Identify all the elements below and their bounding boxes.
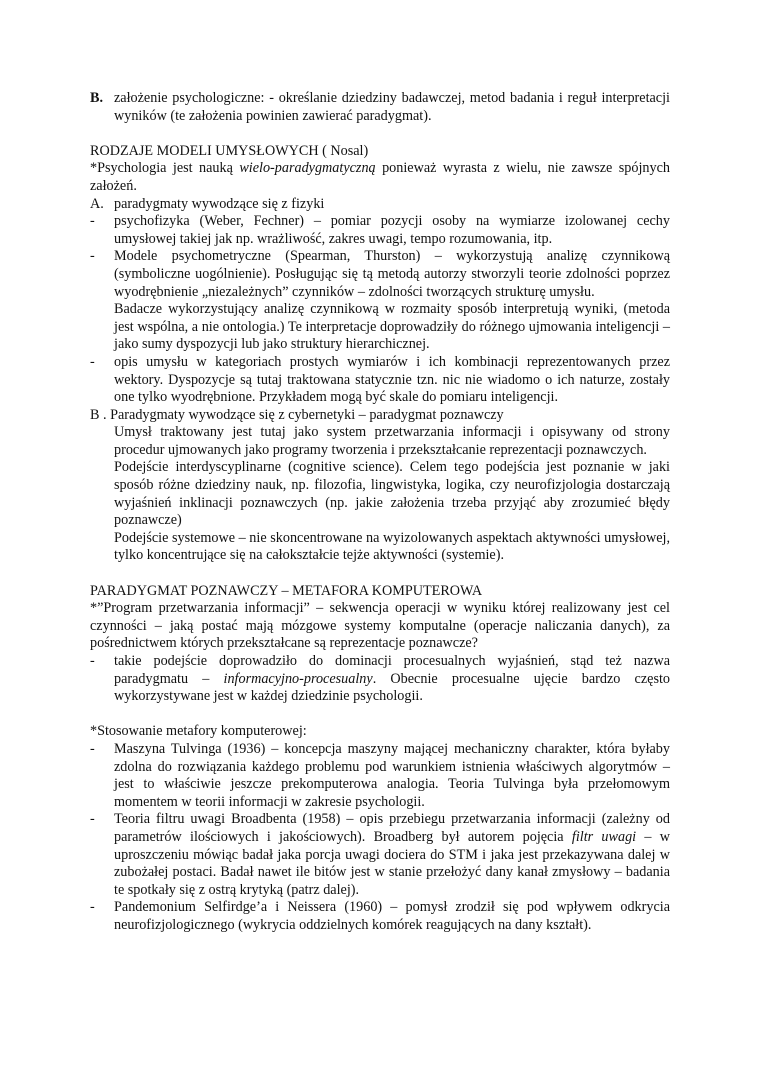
intro-text-start: *Psychologia jest nauką xyxy=(90,160,240,177)
list-item-text: opis umysłu w kategoriach prostych wymiarów i ich kombinacji reprezentowanych przez wektory. Dyspozycje są tutaj traktowana statycznie tzn. nic nie wiadomo o ich naturze, zostały one tylko wyodrębnione. Przykładem mogą być skale do pomiaru inteligencji. xyxy=(114,353,670,406)
list-item-text-start: takie podejście doprowadziło do dominacji procesualnych wyjaśnień, stąd też nazwa paradygmatu – xyxy=(114,653,670,687)
list-item-text: Pandemonium Selfirdge’a i Neissera (1960) – pomysł zrodził się pod wpływem odkrycia neurofizjologicznego (wykrycia oddzielnych komórek reagujących na dany kształt). xyxy=(114,899,670,933)
bullet-marker: - xyxy=(90,740,95,757)
list-item-continuation: Badacze wykorzystujący analizę czynnikową w rozmaity sposób interpretują wyniki, (metoda jest wspólna, a nie ontologia.) Te interpretacje doprowadziły do różnego ujmowania inteligencji – jako sumy dyspozycji lub jako struktury hierarchicznej. xyxy=(114,301,670,353)
list-item-text-end: – w uproszczeniu mówiąc badał jaka porcja uwagi dociera do STM i jaka jest przekazywana dalej w zubożałej postaci. Badał nawet ile bitów jest w stanie przełożyć dany kanał zmysłowy – badania te spotkały się z ostrą krytyką (patrz dalej). xyxy=(114,828,670,898)
list-item-text: Modele psychometryczne (Spearman, Thurston) – wykorzystują analizę czynnikową (symboliczne uogólnienie). Posługując się tą metodą autorzy stworzyli teorie zdolności poprzez wyodrębnienie „niezależnych” czynników – zdolności tworzących strukturę umysłu. xyxy=(114,248,670,300)
list-item-text-start: Teoria filtru uwagi Broadbenta (1958) – opis przebiegu przetwarzania informacji (zależny od parametrów ilościowych i jakościowych). Broadberg był autorem pojęcia xyxy=(114,811,670,845)
list-item-b: B . Paradygmaty wywodzące się z cybernetyki – paradygmat poznawczy xyxy=(90,406,504,423)
list-item xyxy=(90,811,670,899)
list-marker: A. xyxy=(90,195,104,212)
bullet-marker: - xyxy=(90,811,95,828)
list-item-a xyxy=(90,196,670,214)
list-item xyxy=(90,741,670,811)
models-intro xyxy=(90,160,670,195)
bullet-marker: - xyxy=(90,248,95,265)
section-marker: B. xyxy=(90,90,104,106)
list-item-text: psychofizyka (Weber, Fechner) – pomiar pozycji osoby na wymiarze izolowanej cechy umysłowej takiej jak np. wrażliwość, zakres uwagi, tempo rozumowania, itp. xyxy=(114,213,670,247)
intro-text-end: ponieważ wyrasta z wielu, nie zawsze spójnych założeń. xyxy=(90,160,670,194)
list-item xyxy=(90,213,670,248)
paradigm-heading: PARADYGMAT POZNAWCZY – METAFORA KOMPUTEROWA xyxy=(90,582,483,599)
filter-term-emphasis: filtr uwagi xyxy=(571,828,637,845)
bullet-marker: - xyxy=(90,899,95,916)
paradigm-intro: *”Program przetwarzania informacji” – sekwencja operacji w wyniku której realizowany jest cel czynności – jaką postać mają mózgowe systemy komputalne (operacje naliczania danych), za pośrednictwem których przekształcane są reprezentacje poznawcze? xyxy=(90,600,670,652)
section-b-text: założenie psychologiczne: - określanie dziedziny badawczej, metod badania i reguł interpretacji wyników (te założenia powinien zawierać paradygmat). xyxy=(114,90,670,124)
list-item xyxy=(90,248,670,301)
paradigm-name-emphasis: informacyjno-procesualny xyxy=(223,670,373,687)
bullet-marker: - xyxy=(90,653,95,669)
intro-emphasis: wielo-paradygmatyczną xyxy=(239,160,376,177)
indented-paragraph: Umysł traktowany jest tutaj jako system przetwarzania informacji i opisywany od strony procedur ujmowanych jako programy tworzenia i przekształcanie reprezentacji poznawczych. xyxy=(114,424,670,458)
page-content xyxy=(90,90,670,935)
list-item xyxy=(90,899,670,934)
list-item xyxy=(90,653,670,706)
bullet-marker: - xyxy=(90,353,95,370)
list-item-text: paradygmaty wywodzące się z fizyki xyxy=(114,195,325,212)
bullet-marker: - xyxy=(90,213,95,230)
list-item-text-end: . Obecnie procesualne ujęcie bardzo często wykorzystywane jest w każdej dziedzinie psychologii. xyxy=(114,670,671,705)
list-item xyxy=(90,354,670,407)
metaphor-heading: *Stosowanie metafory komputerowej: xyxy=(90,723,307,740)
models-heading: RODZAJE MODELI UMYSŁOWYCH ( Nosal) xyxy=(90,142,369,159)
section-b-assumption xyxy=(90,90,670,125)
list-item-text: Maszyna Tulvinga (1936) – koncepcja maszyny mającej mechaniczny charakter, która byłaby zdolna do rozwiązania każdego problemu pod warunkiem istnienia właściwych algorytmów – jest to właściwie jeszcze prekomputerowa analogia. Teoria Tulvinga była przełomowym momentem w teorii informacji w zakresie psychologii. xyxy=(114,740,670,810)
indented-paragraph: Podejście interdyscyplinarne (cognitive science). Celem tego podejścia jest poznanie w jaki sposób różne dziedziny nauk, np. filozofia, lingwistyka, logika, czy neurofizjologia dostarczają wyjaśnień inklinacji poznawczych (np. jakie założenia trzeba przyjąć aby zrozumieć błędy poznawcze) xyxy=(114,459,670,529)
indented-paragraph: Podejście systemowe – nie skoncentrowane na wyizolowanych aspektach aktywności umysłowej, tylko koncentrujące się na całokształcie tejże aktywności (systemie). xyxy=(114,529,670,564)
